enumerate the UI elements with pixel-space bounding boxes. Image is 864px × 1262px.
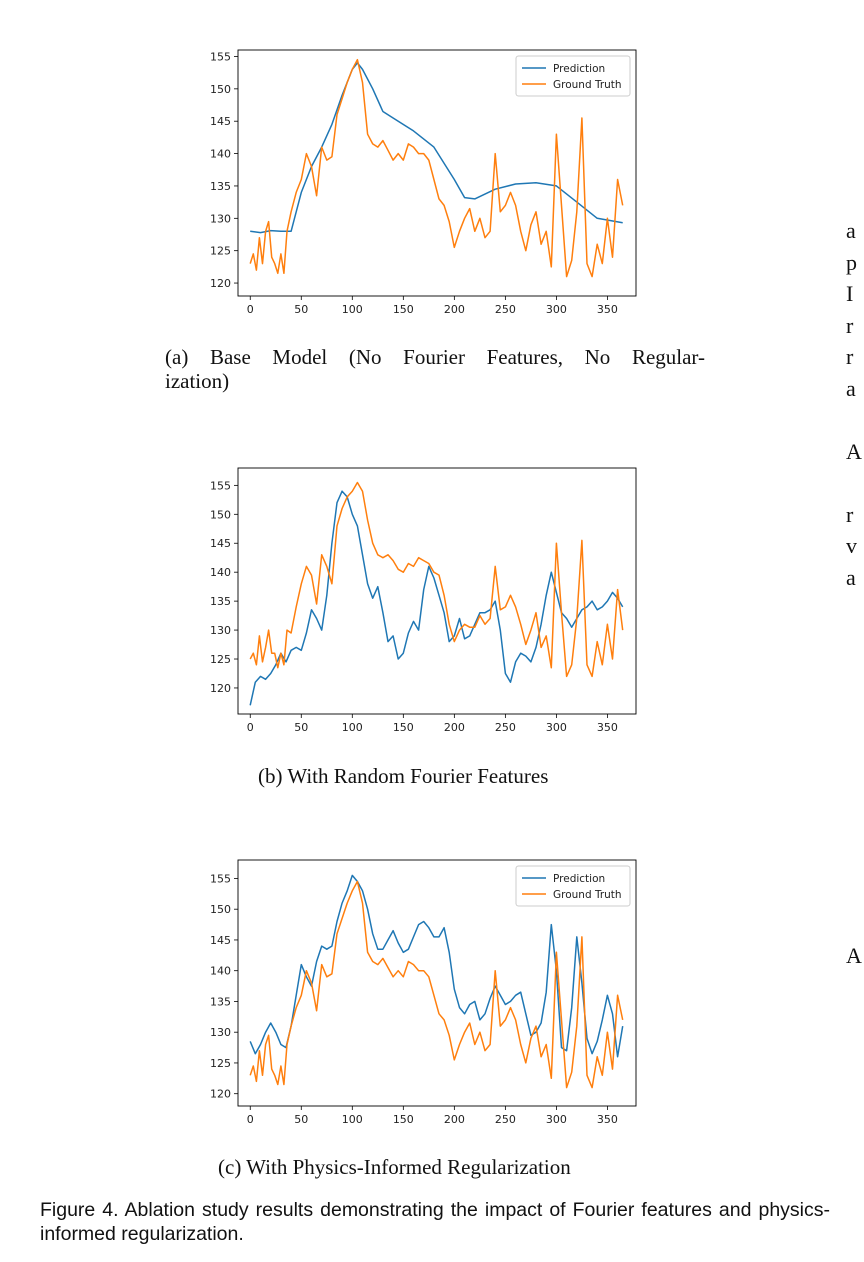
x-tick-label: 150 <box>392 721 414 734</box>
y-tick-label: 130 <box>210 212 231 226</box>
y-tick-label: 145 <box>210 537 231 551</box>
side-text-line: r <box>846 312 854 338</box>
chart-panel-b <box>190 458 650 748</box>
x-tick-label: 50 <box>294 303 309 316</box>
x-tick-label: 350 <box>596 721 618 734</box>
side-text-line: p <box>846 249 857 275</box>
side-text-line: a <box>846 218 856 243</box>
y-tick-label: 140 <box>210 964 231 978</box>
y-tick-label: 135 <box>210 179 231 193</box>
y-tick-label: 120 <box>210 1087 231 1101</box>
x-tick-label: 50 <box>294 1113 309 1126</box>
y-tick-label: 125 <box>210 653 231 667</box>
figure-caption: Figure 4. Ablation study results demonstrating the impact of Fourier features and physics-informed regularization. <box>40 1199 830 1245</box>
caption-panel-b <box>258 764 548 788</box>
y-tick-label: 120 <box>210 277 231 291</box>
x-tick-label: 150 <box>392 303 414 316</box>
y-tick-label: 155 <box>210 479 231 493</box>
y-tick-label: 120 <box>210 681 231 695</box>
x-tick-label: 300 <box>545 1113 567 1126</box>
legend-label: Ground Truth <box>553 79 622 91</box>
y-tick-label: 145 <box>210 115 231 129</box>
y-tick-label: 150 <box>210 82 231 96</box>
caption-panel-c-line1: (c) With Physics-Informed Regularization <box>218 1155 571 1179</box>
caption-panel-a-line2: ization) <box>165 369 230 393</box>
caption-panel-a-line1: (a) Base Model (No Fourier Features, No Regular- <box>165 345 705 369</box>
x-tick-label: 250 <box>494 721 516 734</box>
chart-b-svg <box>190 458 650 748</box>
x-tick-label: 0 <box>246 721 254 734</box>
x-tick-label: 200 <box>443 721 465 734</box>
x-tick-label: 0 <box>246 1113 254 1126</box>
y-tick-label: 150 <box>210 508 231 522</box>
y-tick-label: 150 <box>210 903 231 917</box>
x-tick-label: 150 <box>392 1113 414 1126</box>
legend-label: Prediction <box>553 873 606 885</box>
series-line <box>250 483 623 677</box>
y-tick-label: 125 <box>210 244 231 258</box>
y-tick-label: 135 <box>210 595 231 609</box>
y-tick-label: 125 <box>210 1056 231 1070</box>
side-text-line: r <box>846 501 854 527</box>
x-tick-label: 200 <box>443 303 465 316</box>
y-tick-label: 130 <box>210 1026 231 1040</box>
y-tick-label: 155 <box>210 50 231 64</box>
legend-label: Ground Truth <box>553 889 622 901</box>
chart-c-svg <box>190 850 650 1140</box>
x-tick-label: 0 <box>246 303 254 316</box>
x-tick-label: 100 <box>341 721 363 734</box>
side-text-line: A <box>846 438 862 464</box>
x-tick-label: 50 <box>294 721 309 734</box>
y-tick-label: 155 <box>210 872 231 886</box>
caption-panel-a <box>165 345 705 393</box>
y-tick-label: 130 <box>210 624 231 638</box>
caption-panel-b-line1: (b) With Random Fourier Features <box>258 764 549 788</box>
x-tick-label: 100 <box>341 303 363 316</box>
caption-panel-c <box>218 1155 571 1179</box>
series-line <box>250 882 623 1088</box>
y-tick-label: 140 <box>210 566 231 580</box>
x-tick-label: 350 <box>596 303 618 316</box>
legend-label: Prediction <box>553 63 606 75</box>
y-tick-label: 145 <box>210 933 231 947</box>
side-text-line: a <box>846 375 856 401</box>
x-tick-label: 350 <box>596 1113 618 1126</box>
x-tick-label: 300 <box>545 303 567 316</box>
chart-panel-a <box>190 40 650 330</box>
chart-panel-c <box>190 850 650 1140</box>
y-tick-label: 140 <box>210 147 231 161</box>
side-text-line: A <box>846 942 862 968</box>
x-tick-label: 250 <box>494 1113 516 1126</box>
y-tick-label: 135 <box>210 995 231 1009</box>
x-tick-label: 100 <box>341 1113 363 1126</box>
x-tick-label: 200 <box>443 1113 465 1126</box>
side-text-line: r <box>846 344 854 369</box>
side-text-line: a <box>846 564 856 590</box>
side-text-line: v <box>846 533 857 558</box>
side-text-line: I <box>846 281 854 306</box>
x-tick-label: 300 <box>545 721 567 734</box>
chart-a-svg <box>190 40 650 330</box>
x-tick-label: 250 <box>494 303 516 316</box>
